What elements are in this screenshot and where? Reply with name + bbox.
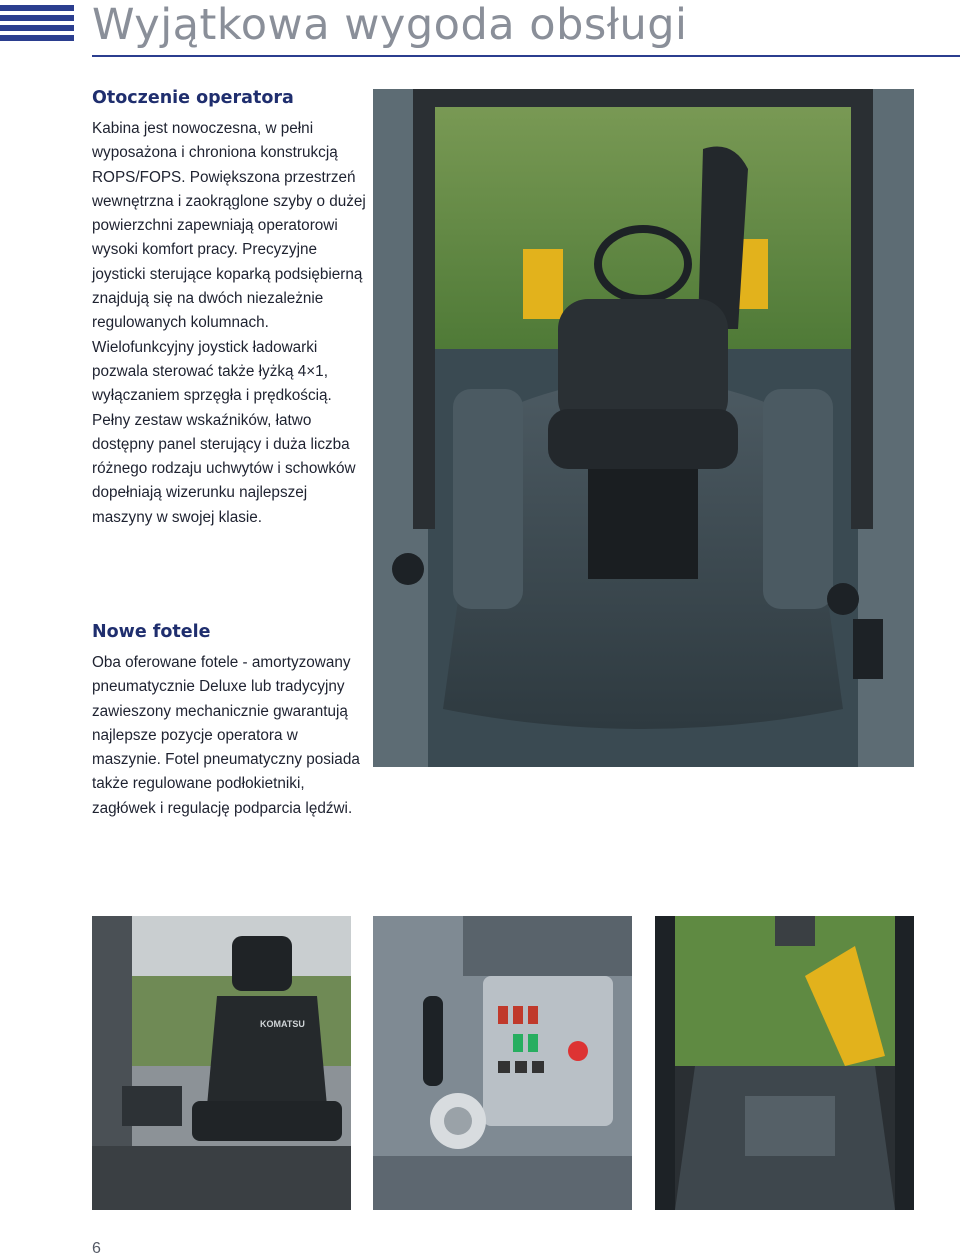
cab-interior-photo <box>373 89 914 767</box>
seat-photo <box>92 916 351 1210</box>
page-title: Wyjątkowa wygoda obsługi <box>92 0 688 50</box>
rear-view-photo <box>655 916 914 1210</box>
section-heading: Nowe fotele <box>92 622 211 642</box>
section-new-seats <box>92 620 367 821</box>
title-rule <box>92 55 960 57</box>
section-body: Kabina jest nowoczesna, w pełni wyposażona i chroniona konstrukcją ROPS/FOPS. Powiększona przestrzeń wewnętrzna i zaokrąglone szyby o dużej powierzchni zapewniają operatorowi wysoki komfort pracy. Precyzyjne joysticki sterujące koparką podsiębierną znajdują się na dwóch niezależnie regulowanych kolumnach. Wielofunkcyjny joystick ładowarki pozwala sterować także łyżką 4×1, wyłączaniem sprzęgła i prędkością. Pełny zestaw wskaźników, łatwo dostępny panel sterujący i duża liczba różnego rodzaju uchwytów i schowków dopełniają wizerunku najlepszej maszyny w swojej klasie. <box>92 120 366 526</box>
section-operator-environment <box>92 86 367 530</box>
page-number: 6 <box>92 1240 101 1257</box>
section-heading: Otoczenie operatora <box>92 88 294 108</box>
control-panel-photo <box>373 916 632 1210</box>
seat-brand-label: KOMATSU <box>260 1019 305 1029</box>
section-body: Oba oferowane fotele - amortyzowany pneumatycznie Deluxe lub tradycyjny zawieszony mechanicznie gwarantują najlepsze pozycje operatora w maszynie. Fotel pneumatyczny posiada także regulowane podłokietniki, zagłówek i regulację podparcia lędźwi. <box>92 654 360 817</box>
header-logo-stripes <box>0 5 74 41</box>
